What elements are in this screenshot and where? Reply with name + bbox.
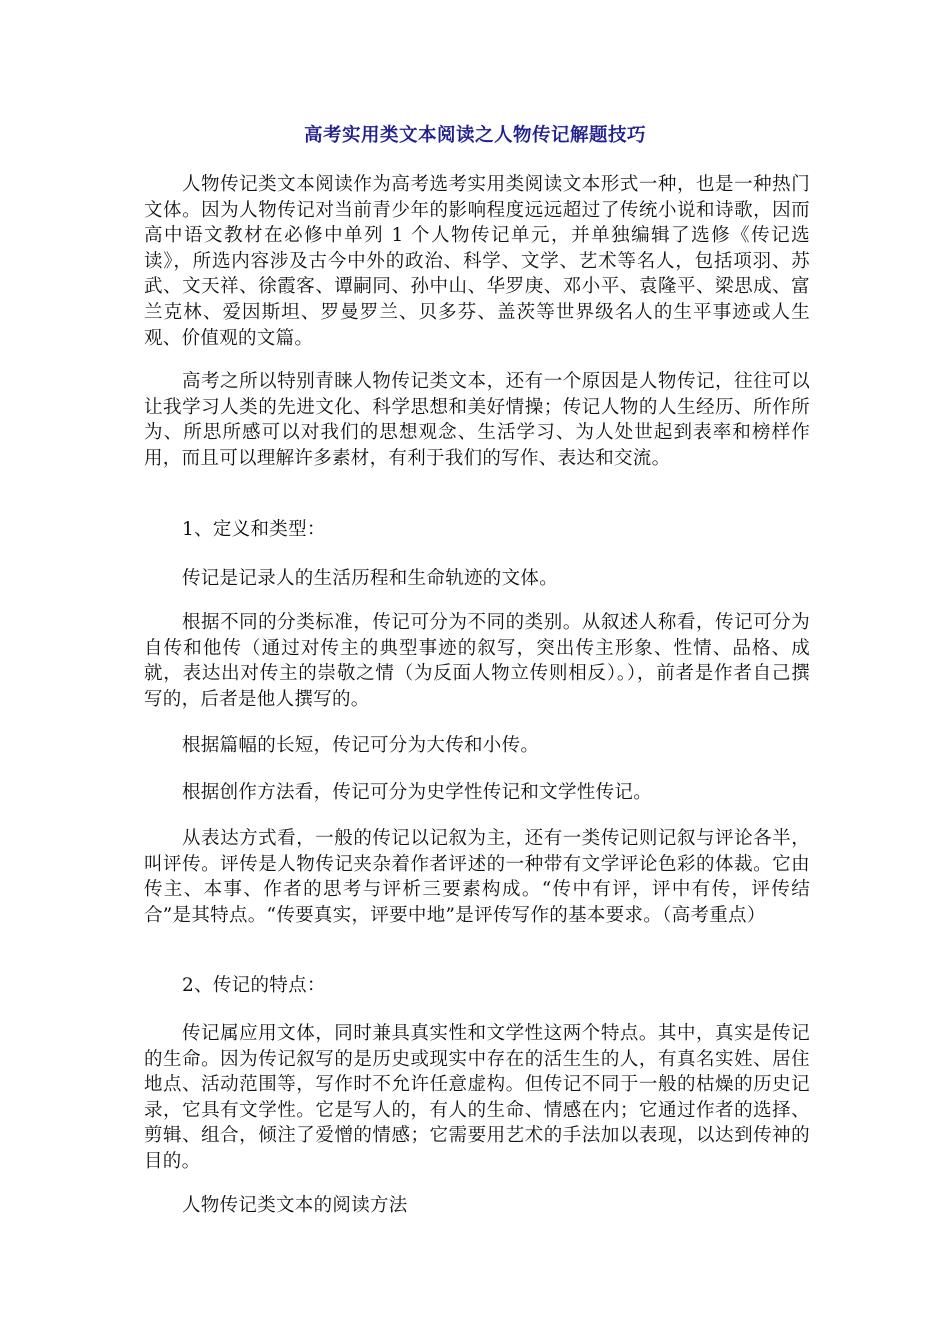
document-title: 高考实用类文本阅读之人物传记解题技巧 bbox=[303, 125, 646, 146]
section-heading-definition: 1、定义和类型： bbox=[182, 519, 326, 540]
paragraph-definition: 传记是记录人的生活历程和生命轨迹的文体。 bbox=[182, 568, 559, 589]
paragraph-features: 传记属应用文体，同时兼具真实性和文学性这两个特点。其中，真实是传记的生命。因为传记叙写的是历史或现实中存在的活生生的人，有真名实姓、居住地点、活动范围等，写作时不允许任意虚构。但传记不同于一般的枯燥的历史记录，它具有文学性。它是写人的，有人的生命、情感在内；它通过作者的选择、剪辑、组合，倾注了爱憎的情感；它需要用艺术的手法加以表现，以达到传神的目的。 bbox=[144, 1023, 810, 1172]
paragraph-reason: 高考之所以特别青睐人物传记类文本，还有一个原因是人物传记，往往可以让我学习人类的先进文化、科学思想和美好情操；传记人物的人生经历、所作所为、所思所感可以对我们的思想观念、生活学习、为人处世起到表率和榜样作用，而且可以理解许多素材，有利于我们的写作、表达和交流。 bbox=[144, 371, 810, 469]
paragraph-classification-method: 根据创作方法看，传记可分为史学性传记和文学性传记。 bbox=[182, 782, 653, 803]
paragraph-classification-expression: 从表达方式看，一般的传记以记叙为主，还有一类传记则记叙与评论各半，叫评传。评传是人物传记夹杂着作者评述的一种带有文学评论色彩的体裁。它由传主、本事、作者的思考与评析三要素构成。“传中有评，评中有传，评传结合”是其特点。“传要真实，评要中地”是评传写作的基本要求。（高考重点） bbox=[144, 828, 810, 926]
paragraph-classification-person: 根据不同的分类标准，传记可分为不同的类别。从叙述人称看，传记可分为自传和他传（通过对传主的典型事迹的叙写，突出传主形象、性情、品格、成就，表达出对传主的崇敬之情（为反面人物立传则相反）。），前者是作者自己撰写的，后者是他人撰写的。 bbox=[144, 612, 810, 710]
section-heading-features: 2、传记的特点： bbox=[182, 975, 326, 996]
paragraph-classification-length: 根据篇幅的长短，传记可分为大传和小传。 bbox=[182, 735, 540, 756]
paragraph-intro: 人物传记类文本阅读作为高考选考实用类阅读文本形式一种，也是一种热门文体。因为人物传记对当前青少年的影响程度远远超过了传统小说和诗歌，因而高中语文教材在必修中单列 1 个人物传记单元，并单独编辑了选修《传记选读》，所选内容涉及古今中外的政治、科学、文学、艺术等名人，包括项羽、苏武、文天祥、徐霞客、谭嗣同、孙中山、华罗庚、邓小平、袁隆平、梁思成、富兰克林、爱因斯坦、罗曼罗兰、贝多芬、盖茨等世界级名人的生平事迹或人生观、价值观的文篇。 bbox=[144, 174, 810, 349]
section-heading-reading-method: 人物传记类文本的阅读方法 bbox=[182, 1195, 408, 1216]
